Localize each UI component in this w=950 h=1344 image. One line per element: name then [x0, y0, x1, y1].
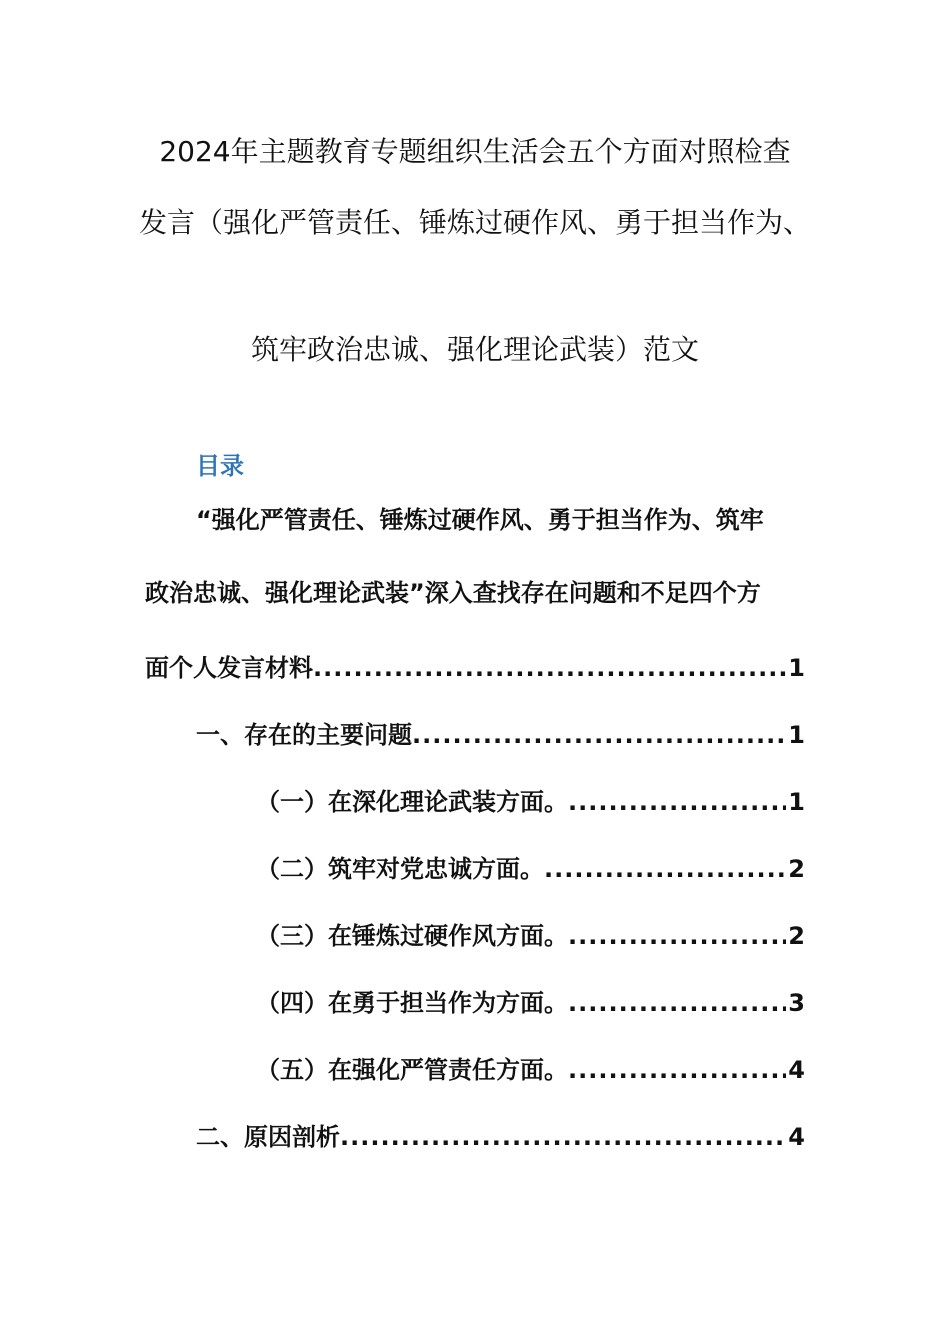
toc-entry-cause-analysis[interactable] — [196, 1119, 805, 1155]
toc-entry-text: 二、原因剖析 — [196, 1123, 340, 1151]
toc-page-number: 4 — [788, 1123, 805, 1151]
toc-leader-dots — [412, 717, 786, 753]
toc-page-number: 1 — [788, 654, 805, 682]
document-title-line-3: 筑牢政治忠诚、强化理论武装）范文 — [250, 333, 699, 366]
toc-entry-text: （五）在强化严管责任方面。 — [256, 1056, 568, 1084]
toc-entry-report[interactable] — [145, 650, 805, 686]
toc-page-number: 1 — [788, 788, 805, 816]
toc-heading: 目录 — [196, 452, 244, 480]
toc-page-number: 3 — [788, 989, 805, 1017]
toc-leader-dots — [313, 650, 786, 686]
document-title-line-1: 2024年主题教育专题组织生活会五个方面对照检查 — [159, 135, 791, 168]
toc-leader-dots — [568, 1052, 786, 1088]
toc-page-number: 1 — [788, 721, 805, 749]
toc-entry-loyalty[interactable] — [256, 851, 805, 887]
toc-intro-line-1: “强化严管责任、锤炼过硬作风、勇于担当作为、筑牢 — [196, 506, 764, 534]
toc-page-number: 4 — [788, 1056, 805, 1084]
toc-leader-dots — [568, 918, 786, 954]
toc-entry-responsibility[interactable] — [256, 985, 805, 1021]
toc-leader-dots — [568, 784, 786, 820]
toc-entry-text: （一）在深化理论武装方面。 — [256, 788, 568, 816]
toc-entry-discipline[interactable] — [256, 1052, 805, 1088]
toc-entry-text: （四）在勇于担当作为方面。 — [256, 989, 568, 1017]
toc-entry-main-problems[interactable] — [196, 717, 805, 753]
toc-entry-text: 一、存在的主要问题 — [196, 721, 412, 749]
toc-entry-text: （三）在锤炼过硬作风方面。 — [256, 922, 568, 950]
toc-entry-theory[interactable] — [256, 784, 805, 820]
toc-leader-dots — [544, 851, 786, 887]
toc-entry-text: （二）筑牢对党忠诚方面。 — [256, 855, 544, 883]
toc-entry-style[interactable] — [256, 918, 805, 954]
toc-intro-line-2: 政治忠诚、强化理论武装”深入查找存在问题和不足四个方 — [145, 579, 761, 607]
toc-entry-text: 面个人发言材料 — [145, 654, 313, 682]
toc-page-number: 2 — [788, 922, 805, 950]
toc-leader-dots — [340, 1119, 786, 1155]
toc-leader-dots — [568, 985, 786, 1021]
document-title-line-2: 发言（强化严管责任、锤炼过硬作风、勇于担当作为、 — [138, 206, 811, 239]
toc-page-number: 2 — [788, 855, 805, 883]
